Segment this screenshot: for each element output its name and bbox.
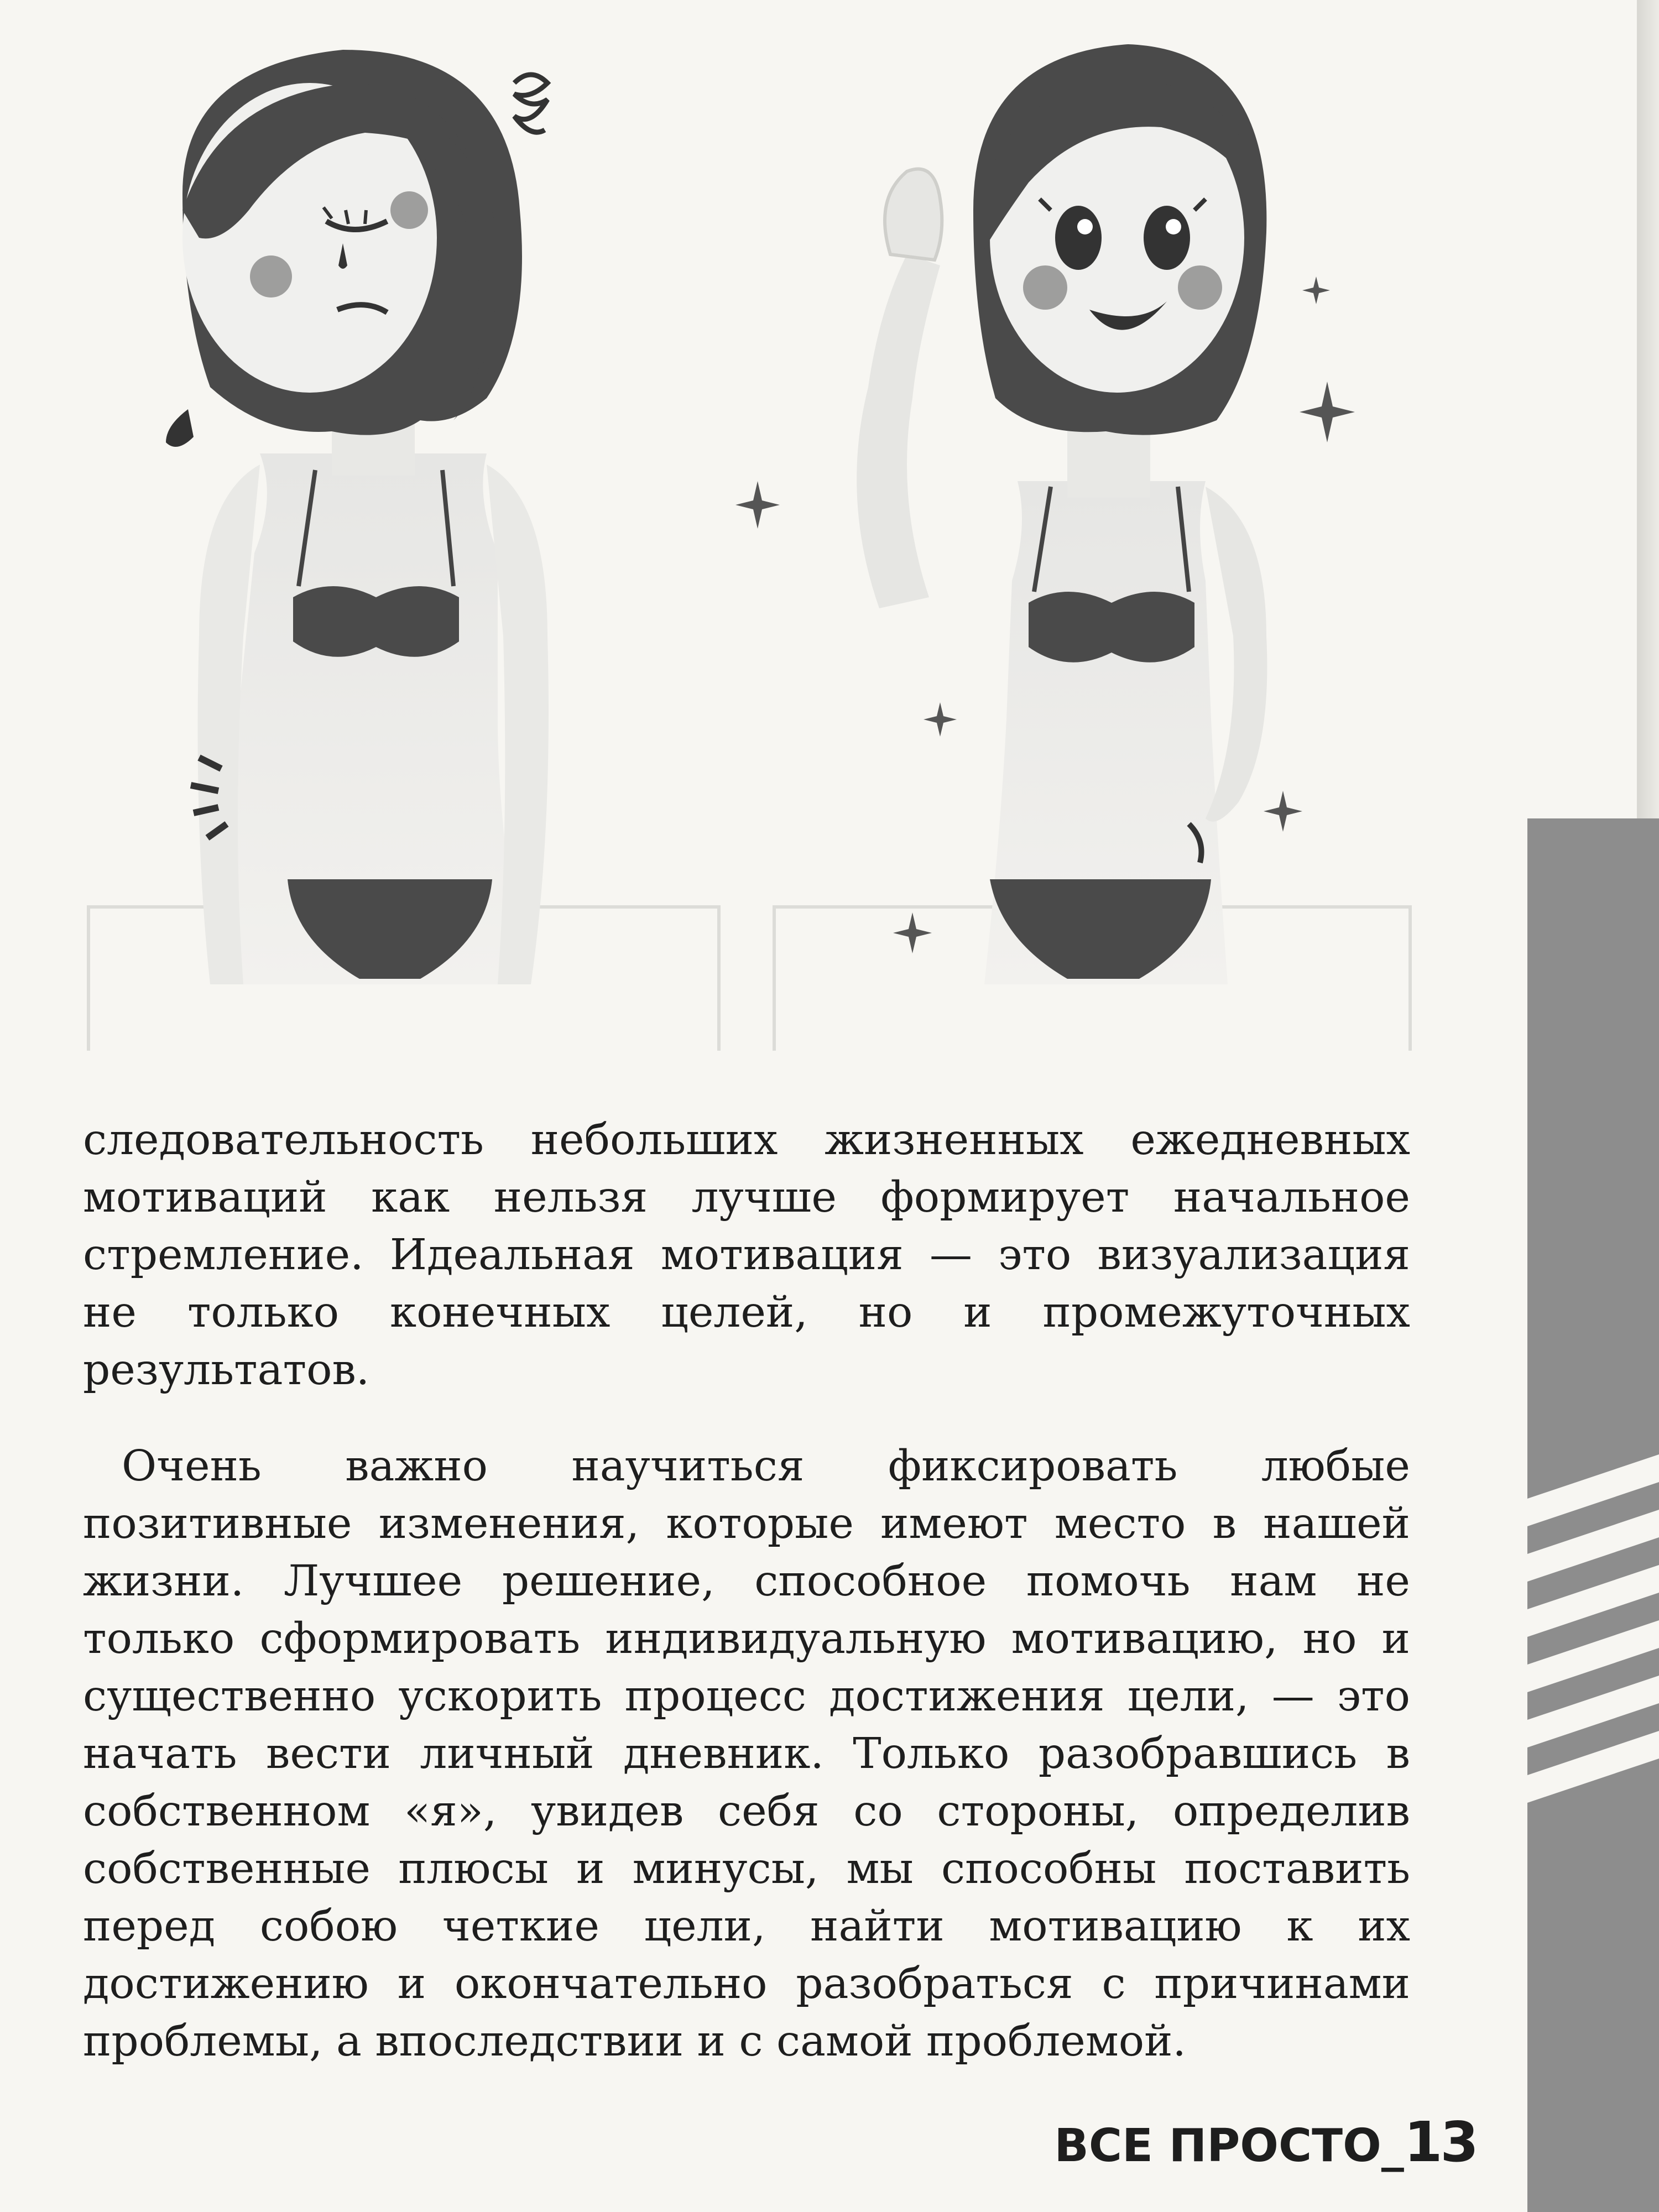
happy-woman-icon xyxy=(735,44,1355,984)
paragraph-2: Очень важно научиться фиксировать любые позитивные изменения, которые имеют место в нашей жизни. Лучшее решение, способное помочь нам не только сформировать индивидуальную мотивацию, но и существенно ускорить процесс достижения цели, — это начать вести личный дневник. Только разобравшись в собственном «я», увидев себя со стороны, определив собственные плюсы и минусы, мы способны поставить перед собою четкие цели, найти мотивацию к их достижению и окончательно разобраться с причинами проблемы, а впоследствии и с самой проблемой. xyxy=(83,1442,1410,2066)
illustration xyxy=(0,0,1659,1051)
paragraph-1: следовательность небольших жизненных ежедневных мотиваций как нельзя лучше формирует начальное стремление. Идеальная мотивация — это визуализация не только конечных целей, но и промежуточных результатов. xyxy=(83,1115,1410,1395)
section-tab-stripes xyxy=(1527,818,1659,1924)
body-text xyxy=(83,1112,1410,2070)
page-number: 13 xyxy=(1404,2110,1477,2174)
sad-woman-icon xyxy=(166,50,549,984)
section-title: ВСЕ ПРОСТО_ xyxy=(1054,2120,1404,2172)
page-footer xyxy=(1054,2110,1477,2174)
